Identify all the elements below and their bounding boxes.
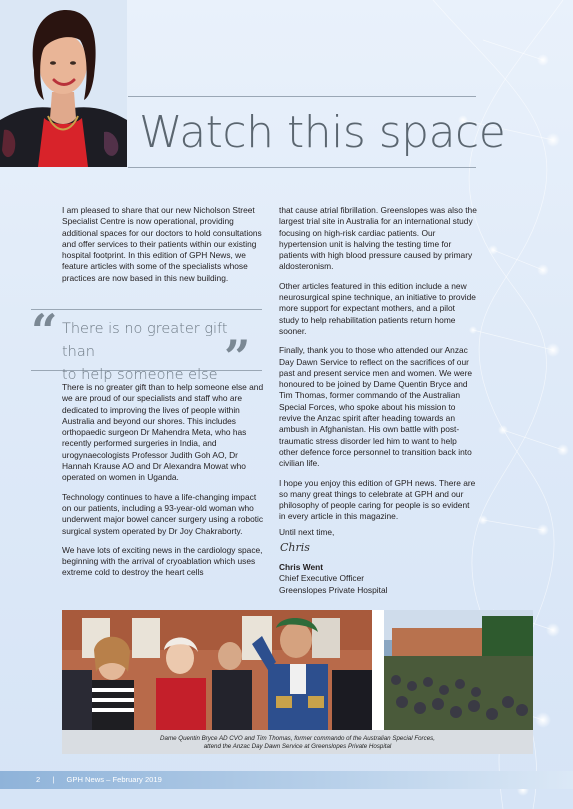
intro-column xyxy=(62,205,267,292)
body-paragraph: There is no greater gift than to help someone else and we are proud of our specialists and staff who are dedicated to improving the lives of people within Australia and beyond our shores. This includes orthopaedic surgeon Dr Mahendra Meta, who has recently performed surgeries in India, and urogynaecologists Professor Judith Goh AO, Dr Hannah Krause AO and Dr Alexandra Mowat who operated on women in Uganda. xyxy=(62,382,264,483)
signer-org: Greenslopes Private Hospital xyxy=(279,584,388,595)
body-paragraph: Other articles featured in this edition include a new neurosurgical spine technique, an initiative to provide more support for expectant mothers, and a pilot study to help rehabilitation patients return home sooner. xyxy=(279,280,476,336)
signer-role: Chief Executive Officer xyxy=(279,573,365,584)
headline-rule-top xyxy=(128,96,476,97)
signoff-closing: Until next time, xyxy=(279,527,335,537)
anzac-day-photos xyxy=(62,610,533,730)
signer-name: Chris Went xyxy=(279,562,324,572)
open-quote-icon: “ xyxy=(31,304,58,358)
signer-block xyxy=(279,562,387,596)
right-column xyxy=(279,205,477,531)
pull-quote-line-1: There is no greater gift than xyxy=(62,321,228,360)
pull-quote-line-2: to help someone else xyxy=(62,367,218,383)
signature: Chris xyxy=(280,541,310,554)
page-title: Watch this space xyxy=(139,107,506,158)
intro-paragraph: I am pleased to share that our new Nicholson Street Specialist Centre is now operational, providing additional spaces for our doctors to hold consultations and offer services to their patients within our existing hospital footprint. In this edition of GPH News, we feature articles with some of the specialists whose practices are now based in this new building. xyxy=(62,205,262,283)
left-column xyxy=(62,382,267,587)
page-number: 2 xyxy=(36,775,41,784)
caption-line-1: Dame Quentin Bryce AD CVO and Tim Thomas, former commando of the Australian Special Forces, xyxy=(160,735,435,742)
body-paragraph: that cause atrial fibrillation. Greenslopes was also the largest trial site in Australia for an international study focusing on high-risk cardiac patients. Our hypertension unit is halving the testing time for patients with high blood pressure caused by primary aldosteronism. xyxy=(279,205,477,272)
headline-rule-bottom xyxy=(128,167,476,168)
publication-label: GPH News – February 2019 xyxy=(66,775,162,784)
body-paragraph: Finally, thank you to those who attended our Anzac Day Dawn Service to reflect on the sacrifices of our past and present service men and women. We were honoured to be joined by Dame Quentin Bryce and Tim Thomas, former commando of the Australian Special Forces, who spoke about his mission to revive the Anzac spirit after heading towards an ambush in Afghanistan. His own battle with post-traumatic stress disorder led him to want to help other defence force personnel to transition back into civilian life. xyxy=(279,345,473,469)
close-quote-icon: ” xyxy=(224,330,251,384)
photo-caption xyxy=(62,730,533,754)
body-paragraph: Technology continues to have a life-changing impact on our patients, including a 93-year-old woman who underwent major bowel cancer surgery using a robotic surgical system operated by Dr Joy Chakraborty. xyxy=(62,491,264,536)
ceo-portrait xyxy=(0,0,127,167)
caption-line-2: attend the Anzac Day Dawn Service at Greenslopes Private Hospital xyxy=(203,742,392,750)
pull-quote-rule-top xyxy=(31,309,262,310)
body-paragraph: I hope you enjoy this edition of GPH news. There are so many great things to celebrate at GPH and our philosophy of people caring for people is so evident in every article in this magazine. xyxy=(279,477,476,522)
body-paragraph: We have lots of exciting news in the cardiology space, beginning with the arrival of cryoablation which uses extreme cold to destroy the heart cells xyxy=(62,544,263,578)
footer xyxy=(36,775,162,784)
footer-separator: | xyxy=(52,775,55,784)
